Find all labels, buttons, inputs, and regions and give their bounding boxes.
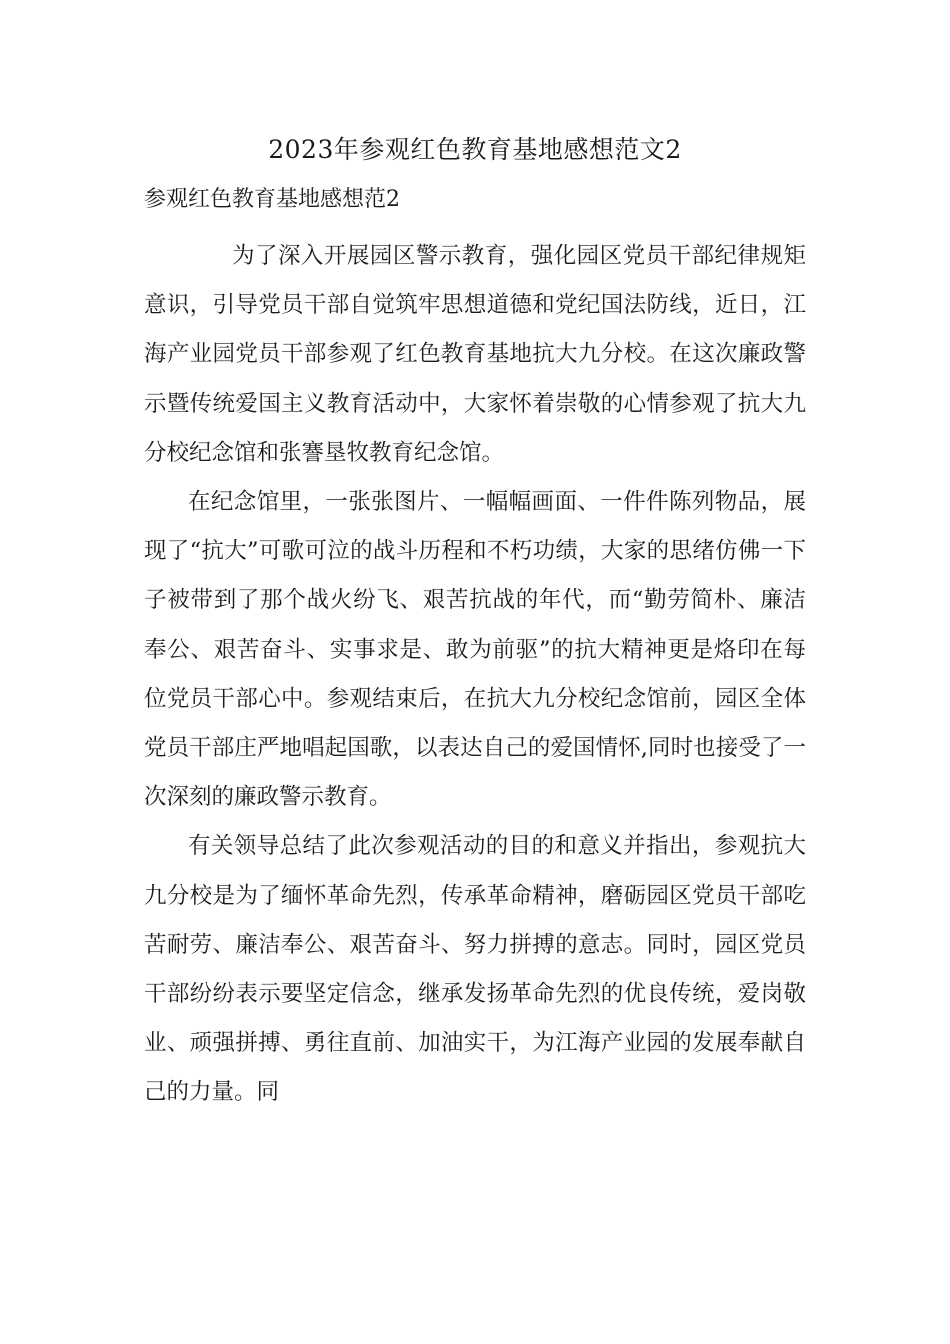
paragraph-1: 为了深入开展园区警示教育，强化园区党员干部纪律规矩意识，引导党员干部自觉筑牢思想道德和党纪国法防线，近日，江海产业园党员干部参观了红色教育基地抗大九分校。在这次廉政警示暨传统爱国主义教育活动中，大家怀着崇敬的心情参观了抗大九分校纪念馆和张謇垦牧教育纪念馆。: [144, 243, 806, 466]
paragraph-3: 有关领导总结了此次参观活动的目的和意义并指出，参观抗大九分校是为了缅怀革命先烈，传承革命精神，磨砺园区党员干部吃苦耐劳、廉洁奉公、艰苦奋斗、努力拼搏的意志。同时，园区党员干部纷纷表示要坚定信念，继承发扬革命先烈的优良传统，爱岗敬业、顽强拼搏、勇往直前、加油实干，为江海产业园的发展奉献自己的力量。同: [144, 833, 806, 1106]
document-title: 2023年参观红色教育基地感想范文2: [268, 135, 682, 164]
document-subtitle: 参观红色教育基地感想范2: [144, 187, 400, 212]
document-body: [144, 232, 806, 1118]
paragraph-2: 在纪念馆里，一张张图片、一幅幅画面、一件件陈列物品，展现了“抗大”可歌可泣的战斗历程和不朽功绩，大家的思绪仿佛一下子被带到了那个战火纷飞、艰苦抗战的年代，而“勤劳简朴、廉洁奉公、艰苦奋斗、实事求是、敢为前驱”的抗大精神更是烙印在每位党员干部心中。参观结束后，在抗大九分校纪念馆前，园区全体党员干部庄严地唱起国歌，以表达自己的爱国情怀,同时也接受了一次深刻的廉政警示教育。: [144, 489, 806, 811]
